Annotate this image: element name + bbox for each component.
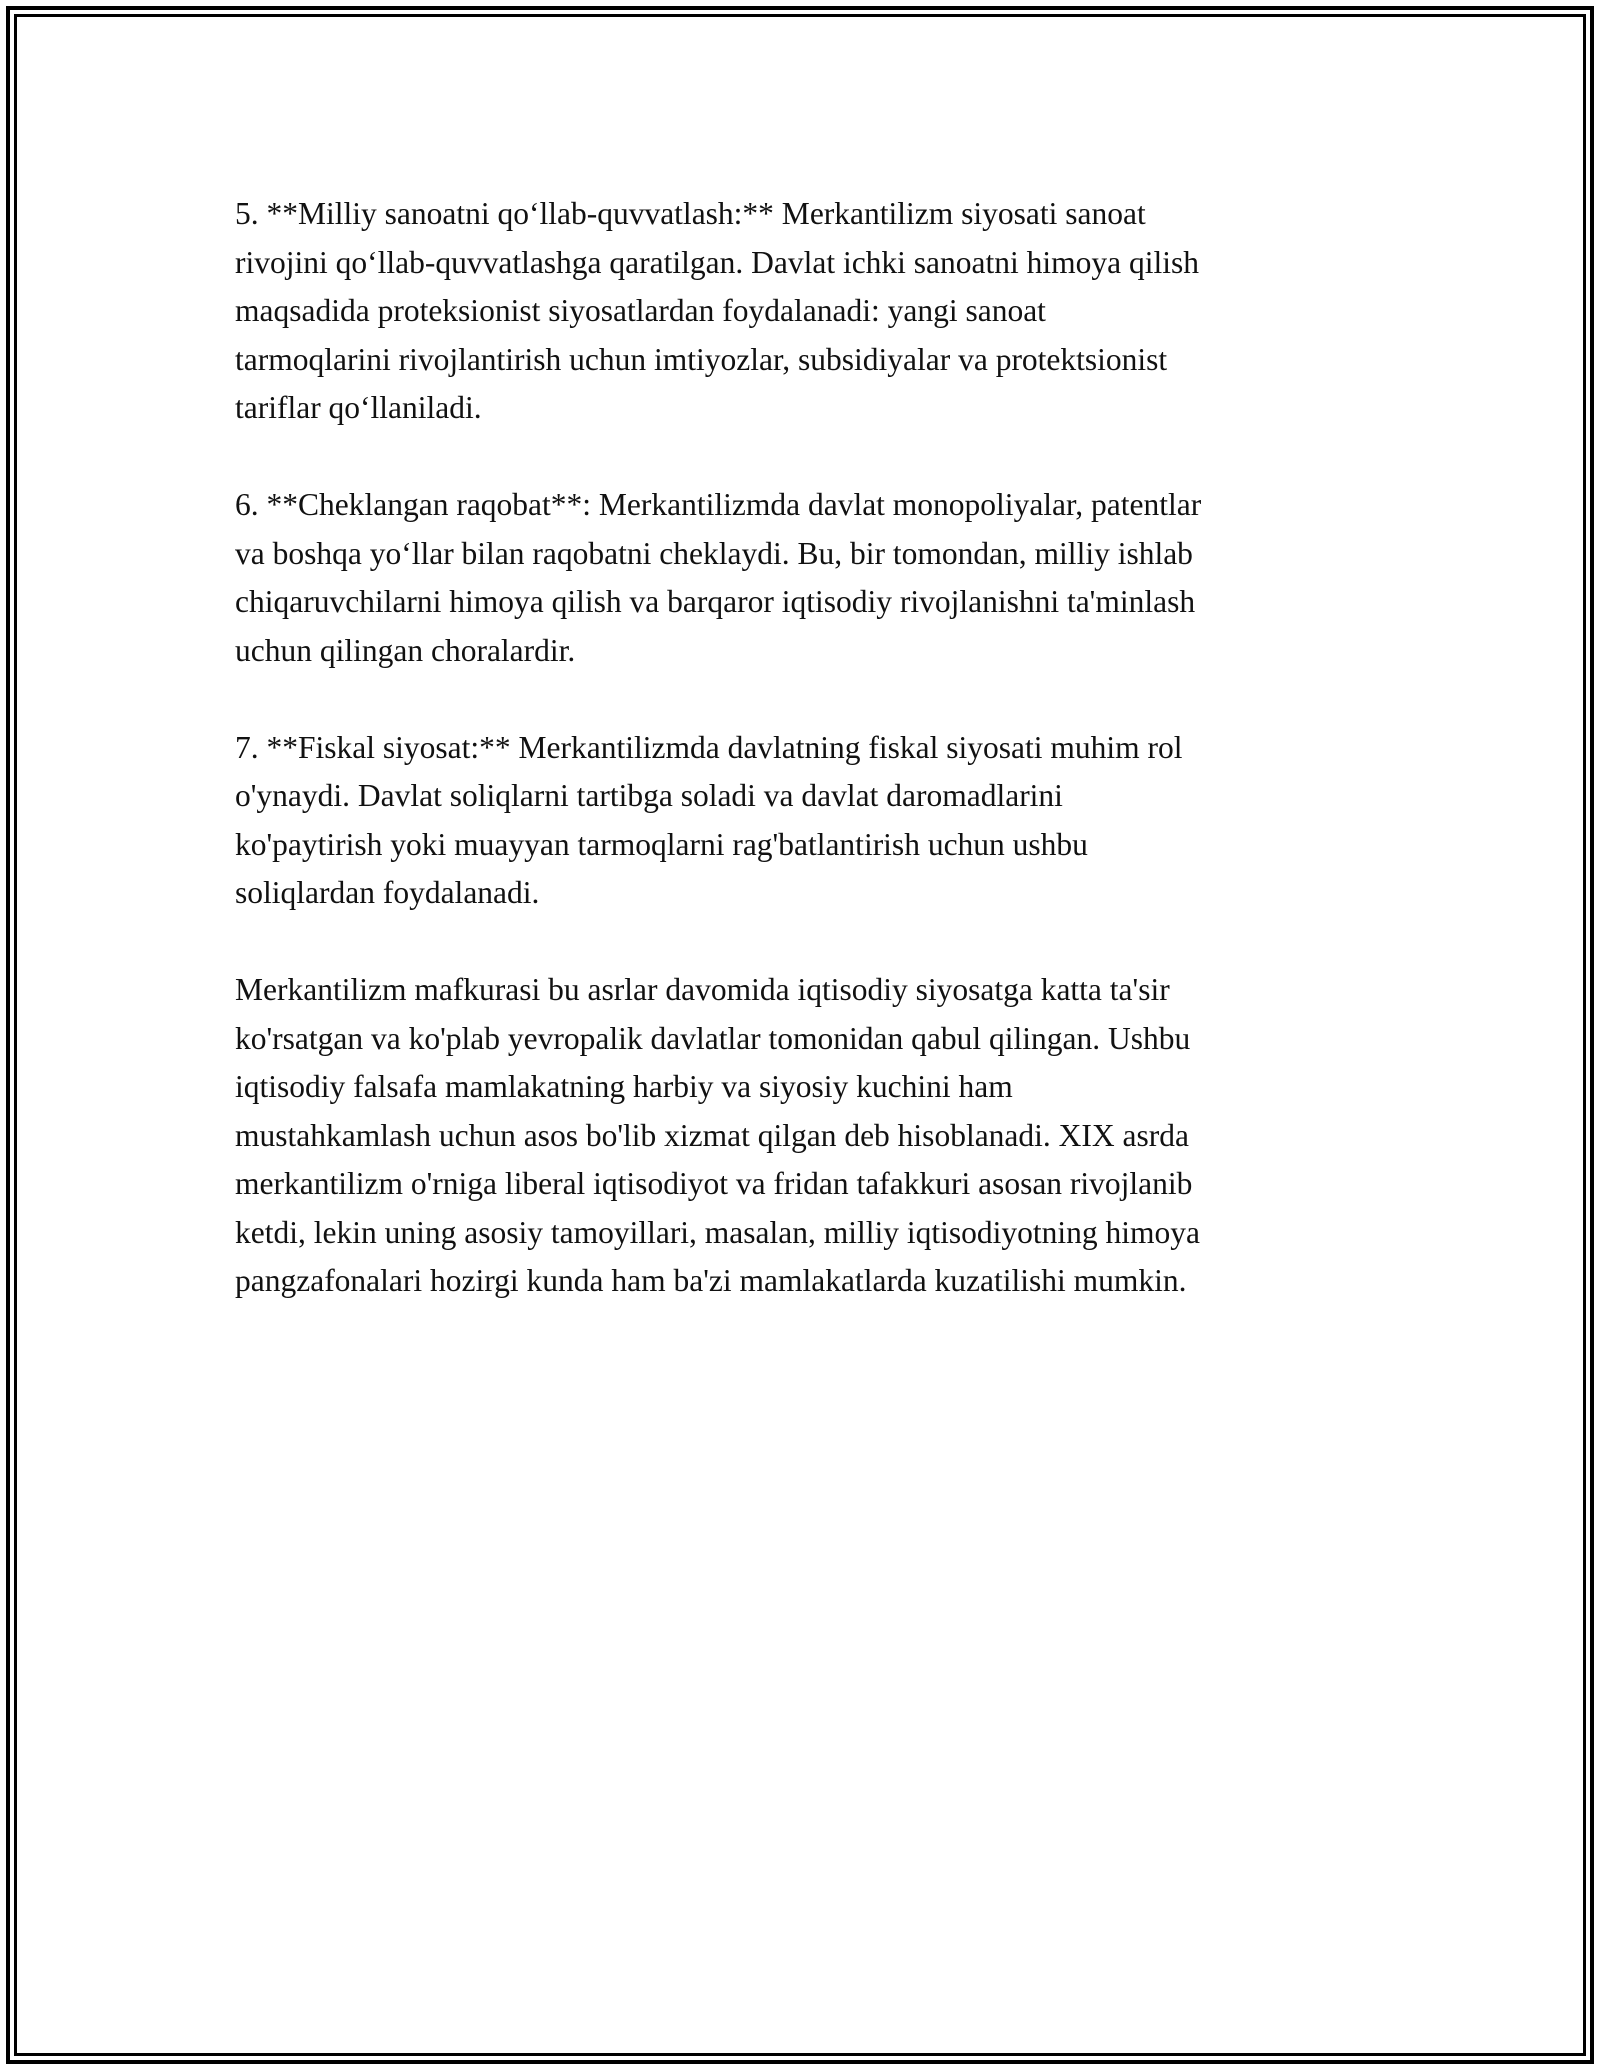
paragraph-merkantilizm-mafkurasi: Merkantilizm mafkurasi bu asrlar davomida iqtisodiy siyosatga katta ta'sir ko'rsatgan va ko'plab yevropalik davlatlar tomonidan qabul qilingan. Ushbu iqtisodiy falsafa mamlakatning harbiy va siyosiy kuchini ham mustahkamlash uchun asos bo'lib xizmat qilgan deb hisoblanadi. XIX asrda merkantilizm o'rniga liberal iqtisodiyot va fridan tafakkuri asosan rivojlanib ketdi, lekin uning asosiy tamoyillari, masalan, milliy iqtisodiyotning himoya pangzafonalari hozirgi kunda ham ba'zi mamlakatlarda kuzatilishi mumkin. [235, 972, 1201, 1298]
paragraph-cheklangan-raqobat: 6. **Cheklangan raqobat**: Merkantilizmda davlat monopoliyalar, patentlar va boshqa yo‘llar bilan raqobatni cheklaydi. Bu, bir tomondan, milliy ishlab chiqaruvchilarni himoya qilish va barqaror iqtisodiy rivojlanishni ta'minlash uchun qilingan choralardir. [235, 487, 1202, 668]
paragraph-milliy-sanoat: 5. **Milliy sanoatni qo‘llab-quvvatlash:** Merkantilizm siyosati sanoat rivojini qo‘llab-quvvatlashga qaratilgan. Davlat ichki sanoatni himoya qilish maqsadida proteksionist siyosatlardan foydalanadi: yangi sanoat tarmoqlarini rivojlantirish uchun imtiyozlar, subsidiyalar va protektsionist tariflar qo‘llaniladi. [235, 196, 1200, 425]
paragraph-fiskal-siyosat: 7. **Fiskal siyosat:** Merkantilizmda davlatning fiskal siyosati muhim rol o'ynaydi. Davlat soliqlarni tartibga soladi va davlat daromadlarini ko'paytirish yoki muayyan tarmoqlarni rag'batlantirish uchun ushbu soliqlardan foydalanadi. [235, 729, 1183, 910]
document-body [235, 190, 1375, 1354]
